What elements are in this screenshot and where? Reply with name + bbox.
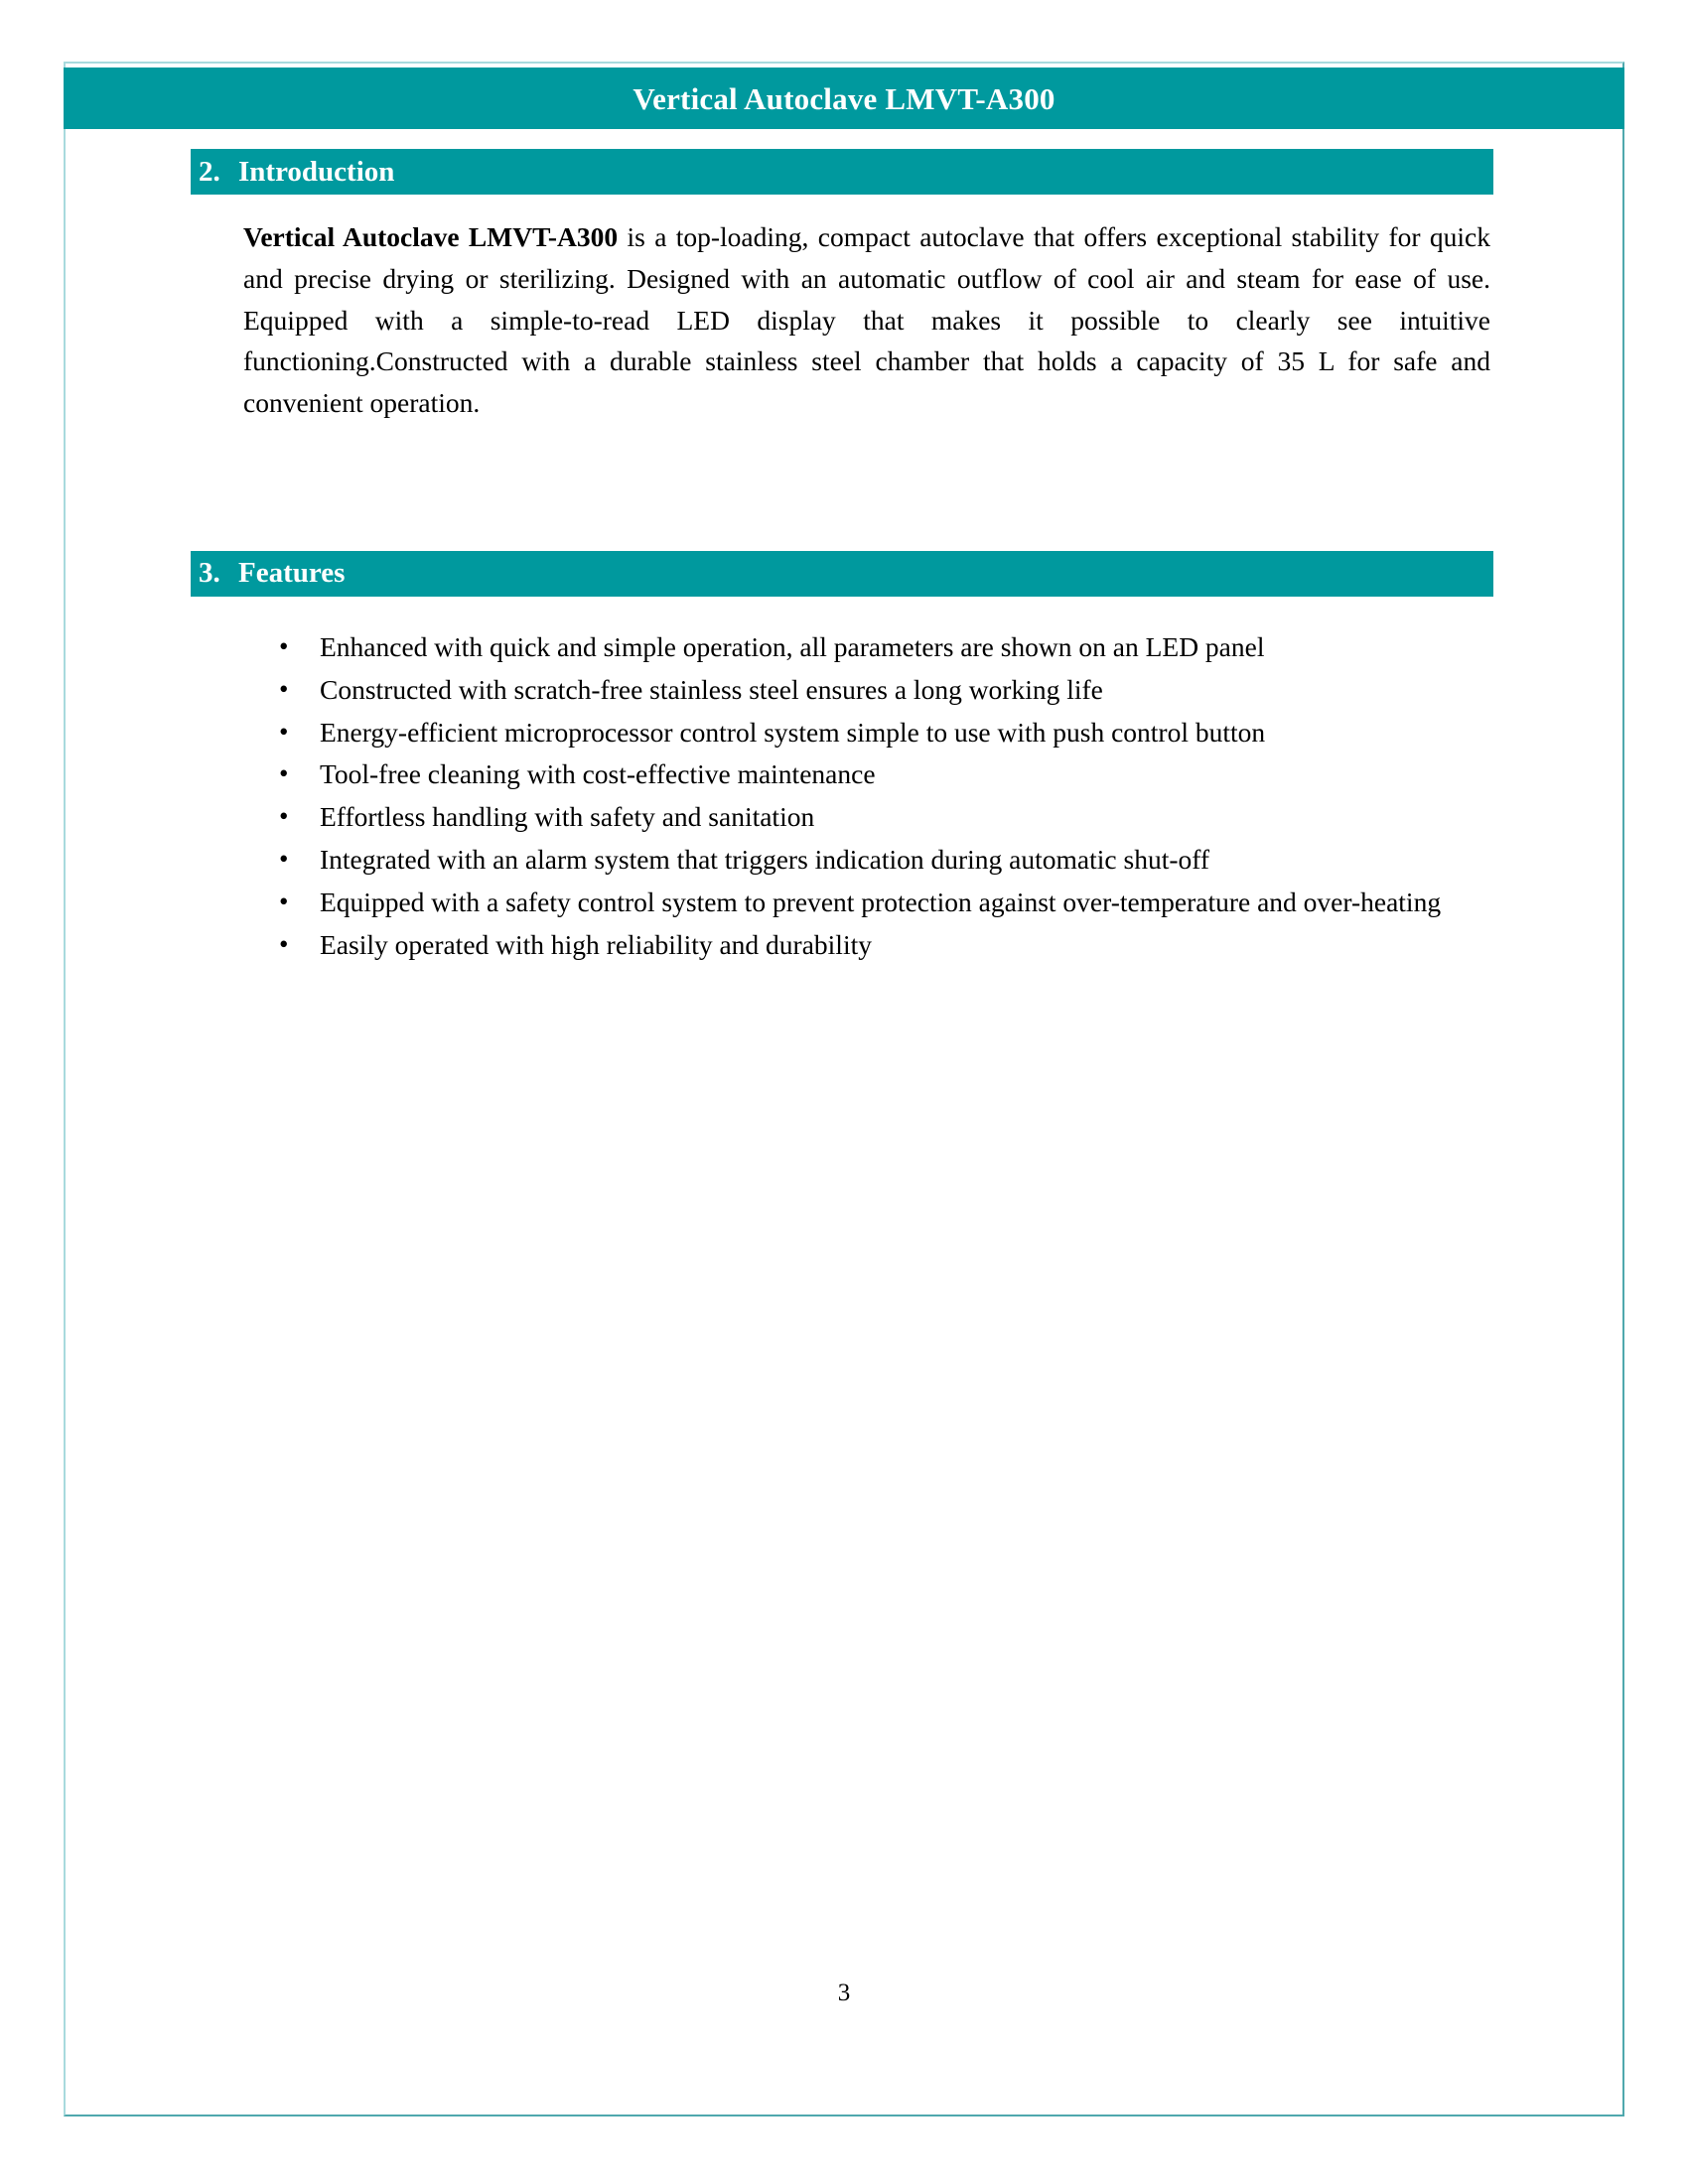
list-item [243,626,1493,668]
section-heading-introduction [191,149,1493,195]
content-column [191,149,1493,966]
introduction-paragraph [243,216,1490,424]
list-item [243,839,1493,881]
section-title-features: Features [238,557,346,590]
list-item [243,753,1493,795]
section-heading-features [191,551,1493,597]
document-header-banner [64,68,1624,129]
bullet-icon: • [279,630,289,661]
list-item [243,924,1493,966]
section-number-introduction: 2. [199,155,220,188]
list-item-label: Constructed with scratch-free stainless steel ensures a long working life [320,673,1103,705]
section-title-introduction: Introduction [238,155,395,188]
bullet-icon: • [279,801,289,832]
list-item-label: Tool-free cleaning with cost-effective maintenance [320,758,876,790]
bullet-icon: • [279,758,289,789]
page-number: 3 [837,1979,851,2006]
features-body [191,626,1493,965]
introduction-body [191,216,1493,424]
list-item-label: Integrated with an alarm system that triggers indication during automatic shut-off [320,843,1210,875]
bullet-icon: • [279,843,289,874]
list-item-label: Enhanced with quick and simple operation, all parameters are shown on an LED panel [320,630,1265,662]
list-item [243,882,1493,923]
list-item-label: Effortless handling with safety and sanitation [320,801,815,833]
introduction-paragraph-text: is a top-loading, compact autoclave that offers exceptional stability for quick and precise drying or sterilizing. Designed with an automatic outflow of cool air and steam for ease of use. Equipped with a simple-to-read LED display that makes it possible to clearly see intuitive functioning.Constructed with a durable stainless steel chamber that holds a capacity of 35 L for safe and convenient operation. [243,221,1490,419]
list-item-label: Energy-efficient microprocessor control system simple to use with push control button [320,716,1266,748]
list-item [243,669,1493,711]
bullet-icon: • [279,886,289,916]
features-list [243,626,1493,965]
document-title: Vertical Autoclave LMVT-A300 [633,80,1055,116]
bullet-icon: • [279,673,289,704]
bullet-icon: • [279,928,289,959]
list-item [243,712,1493,753]
section-spacer [191,424,1493,551]
list-item-label: Easily operated with high reliability and durability [320,928,872,960]
section-number-features: 3. [199,557,220,590]
list-item-label: Equipped with a safety control system to prevent protection against over-temperature and over-heating [320,886,1442,917]
product-name-bold: Vertical Autoclave LMVT-A300 [243,221,619,252]
bullet-icon: • [279,716,289,747]
list-item [243,796,1493,838]
